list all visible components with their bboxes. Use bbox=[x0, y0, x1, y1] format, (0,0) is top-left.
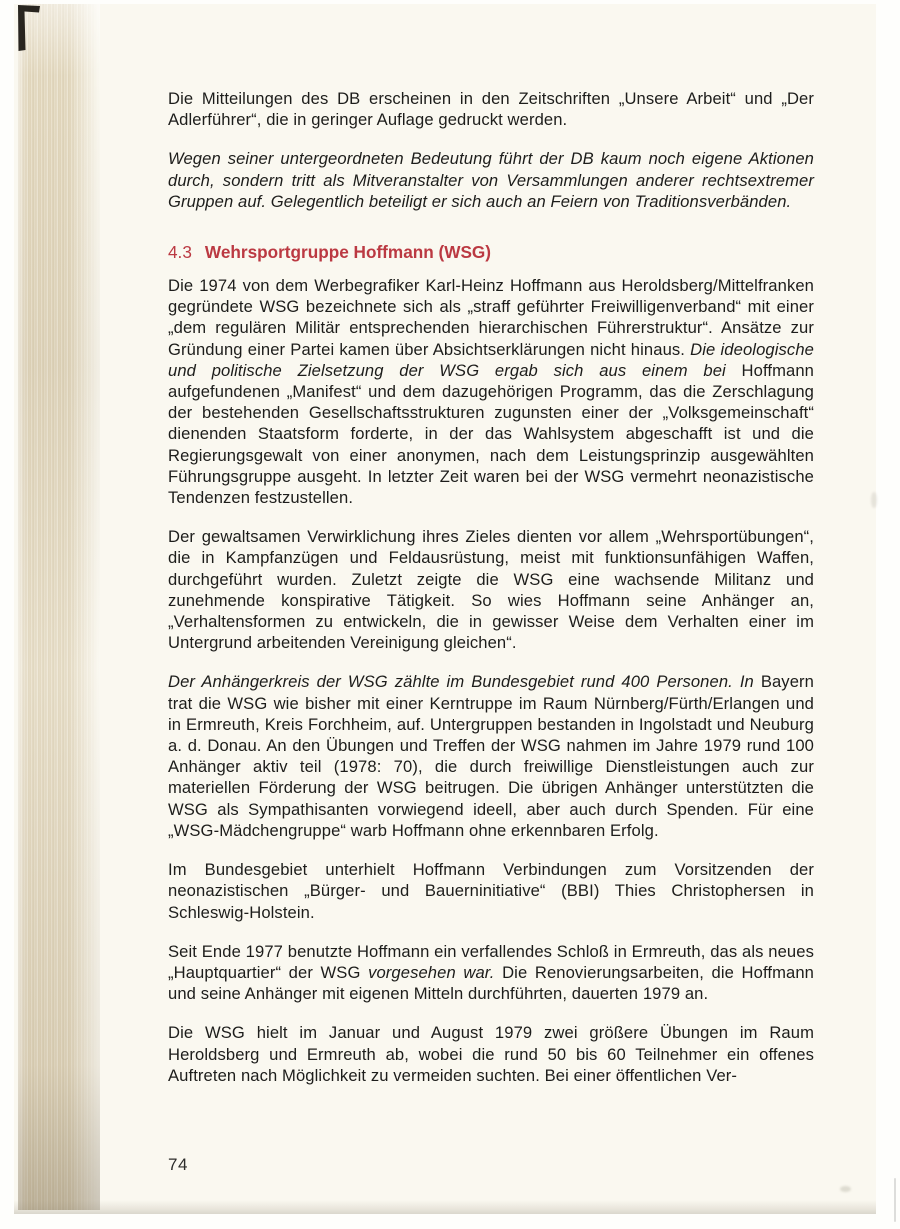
section-paragraphs bbox=[168, 275, 814, 1086]
section-number: 4.3 bbox=[168, 242, 192, 263]
paragraph-text-italic: vorgesehen war. bbox=[368, 962, 495, 982]
paragraph bbox=[168, 941, 814, 1005]
paragraph-text: Die 1974 von dem Werbegrafiker Karl-Heinz Hoffmann aus Heroldsberg/Mittelfranken gegründete WSG bezeichnete sich als „straff geführter Freiwilligenverband“ mit einer „dem regulären Militär entsprechenden hierarchischen Führerstruktur“. Ansätze zur Gründung einer Partei kamen über Absichtserklärungen nicht hinaus. bbox=[168, 276, 814, 359]
scan-artifact-dot bbox=[871, 492, 877, 508]
paragraph-text-italic: Der Anhängerkreis der WSG zählte im Bundesgebiet rund 400 Personen. In bbox=[168, 672, 761, 692]
book-cover-corner-mark bbox=[14, 4, 84, 134]
paragraph-text: Bayern trat die WSG wie bisher mit einer Kerntruppe im Raum Nürnberg/Fürth/Erlangen und in Ermreuth, Kreis Forchheim, auf. Untergruppen bestanden in Ingolstadt und Neuburg a. d. Donau. An den Übungen und Treffen der WSG nahmen im Jahre 1979 rund 100 Anhänger aktiv teil (1978: 70), die durch freiwillige Dienstleistungen auch zur materiellen Förderung der WSG beitrugen. Die übrigen Anhänger unterstützten die WSG als Sympathisanten vorwiegend ideell, aber auch durch Spenden. Für eine „WSG-Mädchengruppe“ warb Hoffmann ohne erkennbaren Erfolg. bbox=[168, 672, 814, 840]
paragraph bbox=[168, 859, 814, 923]
section-heading bbox=[168, 242, 814, 263]
paragraph-text: Seit Ende 1977 benutzte Hoffmann ein verfallendes Schloß in Ermreuth, das als neues „Hauptquartier“ der WSG bbox=[168, 941, 814, 982]
paragraph bbox=[168, 275, 814, 508]
paragraph-text-italic: Wegen seiner untergeordneten Bedeutung führt der DB kaum noch eigene Aktionen durch, sondern tritt als Mitveranstalter von Versammlungen anderer rechtsextremer Gruppen auf. Gelegentlich beteiligt er sich auch an Feiern von Traditionsverbänden. bbox=[168, 149, 814, 211]
paragraph bbox=[168, 671, 814, 841]
scan-artifact-smudge bbox=[840, 1186, 851, 1192]
paragraph-text: Die Renovierungsarbeiten, die Hoffmann und seine Anhänger mit eigenen Mitteln durchführten, dauerten 1979 an. bbox=[168, 962, 814, 1004]
book-page-edges bbox=[18, 4, 100, 1210]
paragraph-text: Hoffmann aufgefundenen „Manifest“ und dem dazugehörigen Programm, das die Zerschlagung der bestehenden Gesellschaftsstrukturen zugunsten einer der „Volksgemeinschaft“ dienenden Staatsform forderte, in der das Wahlsystem abgeschafft ist und die Regierungsgewalt von einer anonymen, nach dem Leistungsprinzip ausgewählten Führungsgruppe ausgeht. In letzter Zeit waren bei der WSG vermehrt neonazistische Tendenzen festzustellen. bbox=[168, 360, 814, 508]
paragraph-text: Die WSG hielt im Januar und August 1979 zwei größere Übungen im Raum Heroldsberg und Ermreuth ab, wobei die rund 50 bis 60 Teilnehmer ein offenes Auftreten nach Möglichkeit zu vermeiden suchten. Bei einer öffentlichen Ver- bbox=[168, 1023, 814, 1085]
paragraph bbox=[168, 1022, 814, 1086]
paragraph bbox=[168, 526, 814, 653]
scan-artifact-line bbox=[894, 1178, 896, 1222]
section-title: Wehrsportgruppe Hoffmann (WSG) bbox=[204, 242, 492, 263]
intro-paragraphs bbox=[168, 88, 814, 212]
paragraph-text-italic: Die ideologische und politische Zielsetzung der WSG ergab sich aus einem bei bbox=[168, 339, 814, 380]
scanned-page bbox=[14, 4, 876, 1214]
paragraph-text: Die Mitteilungen des DB erscheinen in den Zeitschriften „Unsere Arbeit“ und „Der Adlerführer“, die in geringer Auflage gedruckt werden. bbox=[168, 89, 814, 130]
paragraph bbox=[168, 148, 814, 212]
paragraph-text: Der gewaltsamen Verwirklichung ihres Zieles dienten vor allem „Wehrsportübungen“, die in Kampfanzügen und Feldausrüstung, meist mit funktionsunfähigen Waffen, durchgeführt wurden. Zuletzt zeigte die WSG eine wachsende Militanz und zunehmende konspirative Tätigkeit. So wies Hoffmann seine Anhänger an, „Verhaltensformen zu entwickeln, die in gewisser Weise dem Verhalten einer im Untergrund arbeitenden Vereinigung gleichen“. bbox=[168, 527, 814, 653]
paragraph-text: Im Bundesgebiet unterhielt Hoffmann Verbindungen zum Vorsitzenden der neonazistischen „Bürger- und Bauerninitiative“ (BBI) Thies Christophersen in Schleswig-Holstein. bbox=[168, 860, 814, 922]
page-bottom-shadow bbox=[14, 1200, 876, 1214]
page-content bbox=[168, 4, 814, 1174]
paragraph bbox=[168, 88, 814, 130]
page-number: 74 bbox=[168, 1155, 188, 1174]
